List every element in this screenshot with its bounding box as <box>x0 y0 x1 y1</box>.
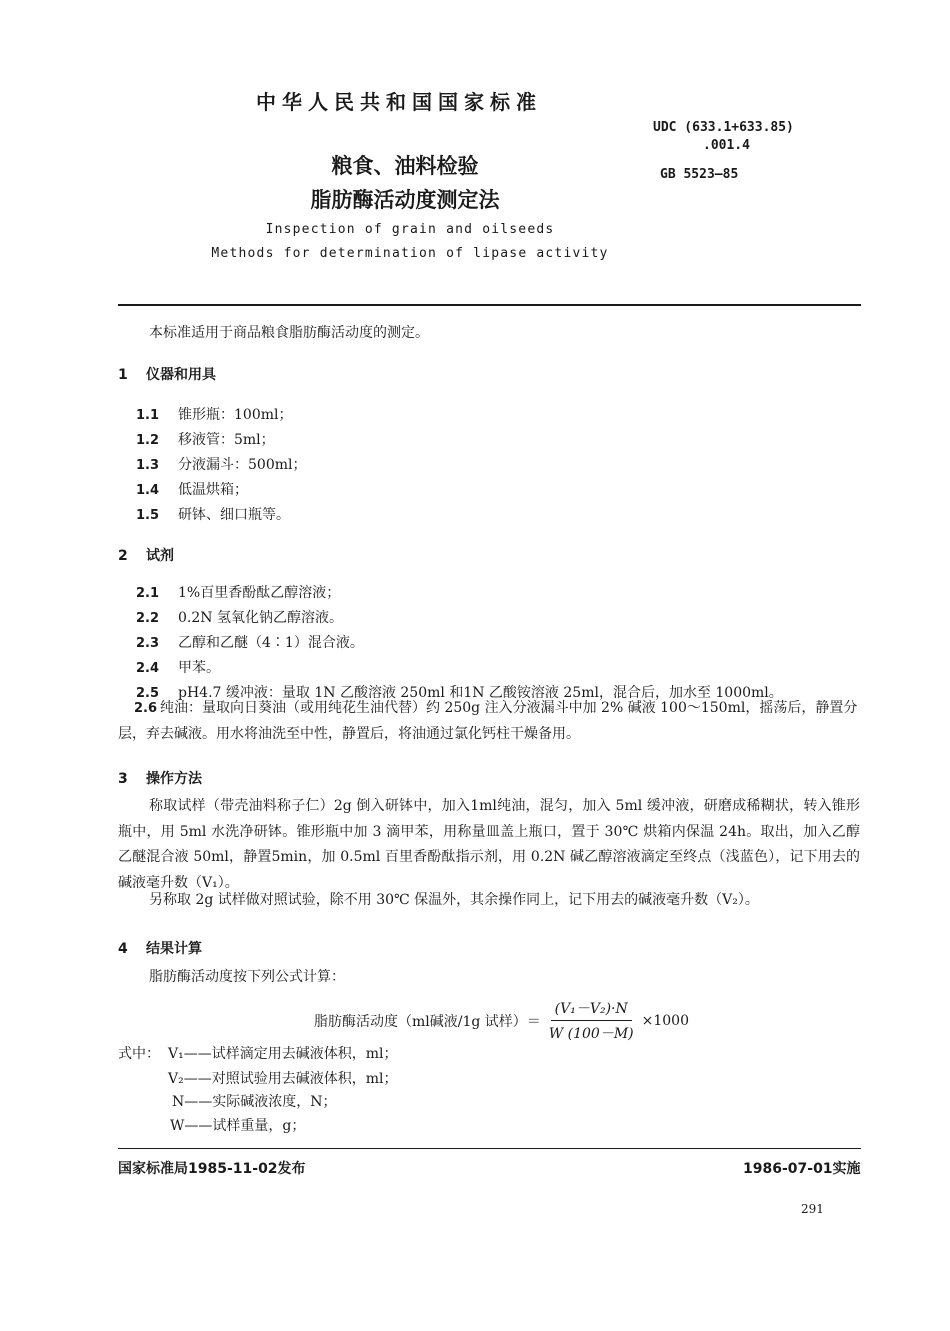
item-text: 纯油：量取向日葵油（或用纯花生油代替）约 250g 注入分液漏斗中加 2% 碱液 100～150ml，摇荡后，静置分层，弃去碱液。用水将油洗至中性，静置后，将油通过氯化钙柱干燥备用。 <box>118 700 858 742</box>
item-number: 2.1 <box>136 586 160 601</box>
item-text: 移液管：5ml； <box>178 432 275 448</box>
definition-item: W——试样重量，g； <box>170 1118 306 1134</box>
list-item <box>136 429 275 449</box>
effective-date: 1986-07-01实施 <box>743 1161 861 1177</box>
section2-title: 试剂 <box>146 548 174 564</box>
lipase-formula <box>314 998 689 1043</box>
item-number: 2.3 <box>136 636 160 651</box>
formula-lhs: 脂肪酶活动度（ml碱液/1g 试样）＝ <box>314 1013 541 1030</box>
title-en-line1: Inspection of grain and oilseeds <box>265 222 555 237</box>
list-item <box>136 454 306 474</box>
item-number: 2.5 <box>136 686 160 701</box>
section2-number: 2 <box>118 548 128 564</box>
item-number: 1.5 <box>136 508 160 523</box>
item-text: 分液漏斗：500ml； <box>178 457 307 473</box>
definition-item: V₁——试样滴定用去碱液体积，ml； <box>168 1046 398 1062</box>
list-item <box>136 657 220 677</box>
item-text: 0.2N 氢氧化钠乙醇溶液。 <box>178 610 343 626</box>
formula-factor: ×1000 <box>641 1012 689 1029</box>
list-item <box>136 607 343 627</box>
list-item <box>136 632 364 652</box>
section3-title: 操作方法 <box>146 771 202 787</box>
item-text: 锥形瓶：100ml； <box>178 407 293 423</box>
list-item <box>136 582 340 602</box>
udc-line1: UDC (633.1+633.85) <box>653 120 794 135</box>
gb-number: GB 5523—85 <box>660 167 739 182</box>
udc-code <box>653 119 794 155</box>
footer-divider <box>118 1148 861 1149</box>
section3-heading <box>118 768 202 788</box>
item-number: 1.2 <box>136 433 160 448</box>
item-text: 1%百里香酚酞乙醇溶液； <box>178 585 341 601</box>
section4-heading <box>118 938 202 958</box>
item-text: 低温烘箱； <box>178 482 248 498</box>
item-text: 甲苯。 <box>178 660 220 676</box>
item-number: 2.2 <box>136 611 160 626</box>
item-text: 研钵、细口瓶等。 <box>178 507 290 523</box>
standard-name: 中华人民共和国国家标准 <box>256 90 542 114</box>
item-text: pH4.7 缓冲液：量取 1N 乙酸溶液 250ml 和1N 乙酸铵溶液 25ml，混合后，加水至 1000ml。 <box>178 685 783 701</box>
list-item <box>136 479 248 499</box>
issue-date: 国家标准局1985-11-02发布 <box>118 1161 306 1177</box>
item-number: 1.1 <box>136 408 160 423</box>
section3-number: 3 <box>118 771 128 787</box>
section1-number: 1 <box>118 367 128 383</box>
formula-fraction <box>545 998 638 1043</box>
section2-heading <box>118 545 174 565</box>
section4-number: 4 <box>118 941 128 957</box>
definition-item: V₂——对照试验用去碱液体积，ml； <box>168 1071 398 1087</box>
list-item <box>118 696 860 747</box>
title-en-line2: Methods for determination of lipase activity <box>211 246 609 261</box>
formula-numerator: (V₁－V₂)·N <box>551 998 632 1021</box>
list-item <box>136 404 292 424</box>
section1-heading <box>118 364 216 384</box>
control-paragraph: 另称取 2g 试样做对照试验，除不用 30℃ 保温外，其余操作同上，记下用去的碱液毫升数（V₂）。 <box>149 892 759 908</box>
item-number: 2.4 <box>136 661 160 676</box>
formula-denominator: W (100－M) <box>548 1026 634 1042</box>
udc-line2: .001.4 <box>703 138 750 153</box>
calc-intro: 脂肪酶活动度按下列公式计算： <box>149 969 345 985</box>
list-item <box>136 504 290 524</box>
procedure-paragraph: 称取试样（带壳油料称子仁）2g 倒入研钵中，加入1ml纯油，混匀，加入 5ml 缓冲液，研磨成稀糊状，转入锥形瓶中，用 5ml 水洗净研钵。锥形瓶中加 3 滴甲苯，用称量皿盖上瓶口，置于 30℃ 烘箱内保温 24h。取出，加入乙醇乙醚混合液 50ml，静置5min，加 0.5ml 百里香酚酞指示剂，用 0.2N 碱乙醇溶液滴定至终点（浅蓝色），记下用去的碱液毫升数（V₁）。 <box>118 798 860 891</box>
item-number: 1.3 <box>136 458 160 473</box>
item-number: 1.4 <box>136 483 160 498</box>
item-number: 2.6 <box>134 701 158 716</box>
section4-title: 结果计算 <box>146 941 202 957</box>
section1-title: 仪器和用具 <box>146 367 216 383</box>
title-zh-line1: 粮食、油料检验 <box>331 154 479 178</box>
page-number: 291 <box>801 1202 824 1216</box>
definition-item: N——实际碱液浓度，N； <box>172 1094 337 1110</box>
item-text: 乙醇和乙醚（4∶1）混合液。 <box>178 635 364 651</box>
title-zh-line2: 脂肪酶活动度测定法 <box>310 188 500 212</box>
header-divider <box>118 304 861 306</box>
where-label: 式中： <box>118 1046 160 1062</box>
scope-text: 本标准适用于商品粮食脂肪酶活动度的测定。 <box>149 325 429 341</box>
